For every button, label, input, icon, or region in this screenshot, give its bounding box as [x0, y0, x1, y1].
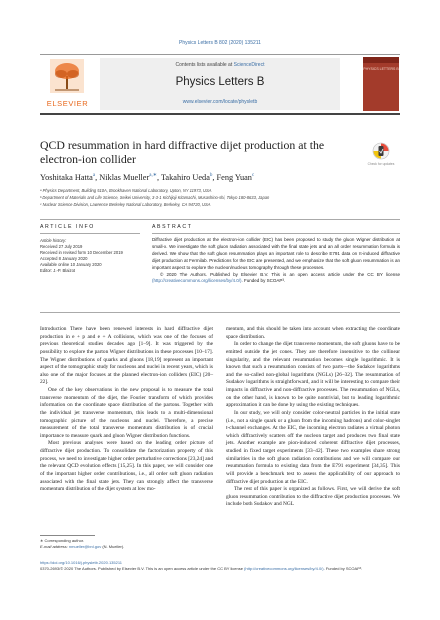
history-line: Available online 10 January 2020 — [40, 262, 102, 268]
divider — [152, 233, 400, 234]
footer-license-suffix: . Funded by SCOAP³. — [323, 565, 363, 571]
abstract-heading: ABSTRACT — [152, 224, 193, 230]
journal-url-link[interactable]: www.elsevier.com/locate/physletb — [182, 99, 258, 105]
divider — [40, 233, 140, 234]
body-paragraph: mentum, and this should be taken into account when extracting the coordinate space distribution. — [226, 326, 400, 340]
publisher-name: ELSEVIER — [46, 99, 89, 108]
footer-license — [40, 566, 400, 572]
body-paragraph: Most previous analyses were based on the leading order picture of diffractive dijet production. To consolidate the factorization property of this process, we need to investigate higher order perturbative corrections [23,24] and the relevant QCD evolution effects [15,25]. In this paper, we will consider one of the important higher order contributions, i.e., all order soft gluon radiation associated with the final state jets. They can strongly affect the transverse momentum distribution of the dijet system at low mo- — [40, 440, 213, 493]
license-prefix: © 2020 The Authors. Published by Elsevier B.V. This is an open access article under the CC BY license — [160, 271, 400, 277]
history-line: Editor: J.-P. Blaizot — [40, 268, 76, 274]
cover-band — [363, 57, 399, 63]
author-affiliation-mark: a — [92, 173, 96, 178]
sciencedirect-link[interactable]: ScienceDirect — [233, 62, 265, 68]
journal-citation[interactable]: Physics Letters B 802 (2020) 135211 — [179, 40, 261, 46]
email-link[interactable]: nmueller@bnl.gov — [68, 544, 102, 549]
body-column-right — [226, 326, 400, 509]
affiliation-line: ᵇ Department of Materials and Life Science, Seikei University, 3-3-1 Kichijoji Kitamachi, Musashino-shi, Tokyo 180-8633, Japan — [40, 194, 270, 200]
doi-link[interactable]: https://doi.org/10.1016/j.physletb.2020.135211 — [40, 560, 122, 565]
footer-license-link[interactable]: (http://creativecommons.org/licenses/by/4.0/) — [244, 565, 324, 571]
divider — [40, 219, 400, 220]
author-affiliation-mark: a,∗ — [149, 173, 157, 178]
body-paragraph: Introduction There have been renewed interests in hard diffractive dijet production in e + p and e + A collisions, which was one of the focuses of previous theoretical studies decades ago [1–9]. It was triggered by the possibility to explore the parton Wigner distributions in these processes [10–17]. The Wigner distributions of quarks and gluons [18,19] represent an important aspect of the tomographic study for nucleons and nuclei in recent years, which is also one of the major focuses at the planned electron-ion colliders (EIC) [20–22]. — [40, 326, 213, 386]
abstract-body: Diffractive dijet production at the electron-ion collider (EIC) has been proposed to study the gluon Wigner distribution at small-x. We investigate the soft gluon radiation associated with the final state jets and an all order resummation formula is derived. We show that the soft gluon resummation plays an important role to describe E791 data on π-induced diffractive dijet production at Fermilab. Predictions for the EIC are presented, and we emphasize that the soft gluon resummation is an important aspect to explore the nucleon/nucleus tomography through these processes. — [152, 237, 400, 270]
history-line: Received 27 July 2019 — [40, 244, 83, 250]
body-paragraph: In order to change the dijet transverse momentum, the soft gluons have to be emitted outside the jet cones. They are therefore insensitive to the collinear singularity, and the relevant resummation becomes single logarithmic. It is known that such a resummation consists of two parts—the Sudakov logarithms and the so-called non-global logarithms (NGLs) [26–32]. The resummation of Sudakov logarithms is straightforward, and it will be interesting to compare their impacts in diffractive and non-diffractive processes. The resummation of NGLs, on the other hand, is known to be quite nontrivial, but to leading logarithmic approximation it can be done by using the existing techniques. — [226, 341, 400, 409]
cover-title: PHYSICS LETTERS B — [363, 67, 399, 71]
author-name[interactable]: Niklas Mueller — [99, 172, 150, 182]
article-title: QCD resummation in hard diffractive dijet production at the electron-ion collider — [40, 138, 325, 166]
crossmark-label: Check for updates — [367, 162, 395, 166]
footer-license-prefix: 0370-2693/© 2020 The Authors. Published by Elsevier B.V. This is an open access article under the CC BY license — [40, 565, 245, 571]
email-line — [40, 544, 213, 550]
license-suffix: . Funded by SCOAP³. — [241, 278, 286, 284]
license-link[interactable]: (http://creativecommons.org/licenses/by/4.0/) — [152, 278, 242, 284]
affiliation-line: ᵃ Physics Department, Building 510A, Brookhaven National Laboratory, Upton, NY 11973, USA — [40, 188, 212, 193]
body-column-left — [40, 326, 213, 494]
publisher-logo[interactable] — [40, 59, 95, 109]
affiliations — [40, 188, 400, 208]
author-name[interactable]: Yoshitaka Hatta — [40, 172, 93, 182]
author-list: Yoshitaka Hatta$^a$, Niklas Mueller$^{a,∗}$, Takahiro Ueda$^b$, Feng Yuan$^c$ — [40, 172, 255, 182]
contents-line — [100, 62, 340, 68]
history-label: Article history: — [40, 238, 67, 243]
article-info-heading: ARTICLE INFO — [40, 224, 95, 230]
abstract-text — [152, 237, 400, 285]
body-paragraph: One of the key observations in the new proposal is to measure the total transverse momentum of the dijet, the Fourier transform of which provides information on the coordinate space distribution of the partons. Together with the individual jet transverse momentum, this leads to a multi-dimensional tomographic picture of the nucleons and nuclei. Therefore, a precise measurement of the total transverse momentum distribution is of crucial importance to measure quark and gluon Wigner distribution functions. — [40, 387, 213, 439]
article-history — [40, 238, 145, 275]
elsevier-tree-icon — [50, 59, 84, 93]
contents-prefix: Contents lists available at — [175, 62, 234, 68]
history-line: Accepted 8 January 2020 — [40, 256, 88, 262]
corresponding-author-note: ∗ Corresponding author. — [40, 538, 85, 543]
article-footer — [40, 560, 400, 572]
body-paragraph: The rest of this paper is organized as follows. First, we will derive the soft gluon resummation contribution to the diffractive dijet production processes. We include both Sudakov and NGL — [226, 486, 400, 508]
affiliation-line: ᶜ Nuclear Science Division, Lawrence Berkeley National Laboratory, Berkeley, CA 94720, USA — [40, 201, 211, 207]
footnote — [40, 538, 213, 550]
email-label: E-mail address: — [40, 544, 69, 549]
author-affiliation-mark: b — [209, 173, 213, 178]
author-affiliation-mark: c — [251, 173, 255, 178]
journal-cover-thumbnail[interactable] — [363, 57, 399, 111]
email-suffix: (N. Mueller). — [101, 544, 125, 549]
author-name[interactable]: Takahiro Ueda — [160, 172, 210, 182]
footnote-divider — [40, 535, 95, 536]
journal-name: Physics Letters B — [175, 76, 265, 88]
crossmark-icon[interactable] — [372, 142, 390, 164]
author-name[interactable]: Feng Yuan — [216, 172, 252, 182]
journal-masthead — [40, 54, 400, 115]
masthead-center-panel — [100, 58, 340, 110]
body-paragraph: In our study, we will only consider color-neutral particles in the initial state (i.e., not a single quark or a gluon from the incoming hadrons) and color-singlet t-channel exchanges. At the EIC, the incoming electron radiates a virtual photon which diffractively scatters off the nucleon target and produces two final state jets. Another example are pion-induced coherent diffractive dijet processes, studied in fixed target experiments [33–42]. These two examples share strong similarities in the soft gluon radiation contributions and we will compare our resummation formula to existing data from the E791 experiment [34,35]. This will provide a benchmark test to assess the applicability of our approach to diffractive dijet production at the EIC. — [226, 409, 400, 485]
divider — [40, 312, 400, 313]
history-line: Received in revised form 10 December 2019 — [40, 250, 123, 256]
license-statement — [152, 272, 400, 286]
